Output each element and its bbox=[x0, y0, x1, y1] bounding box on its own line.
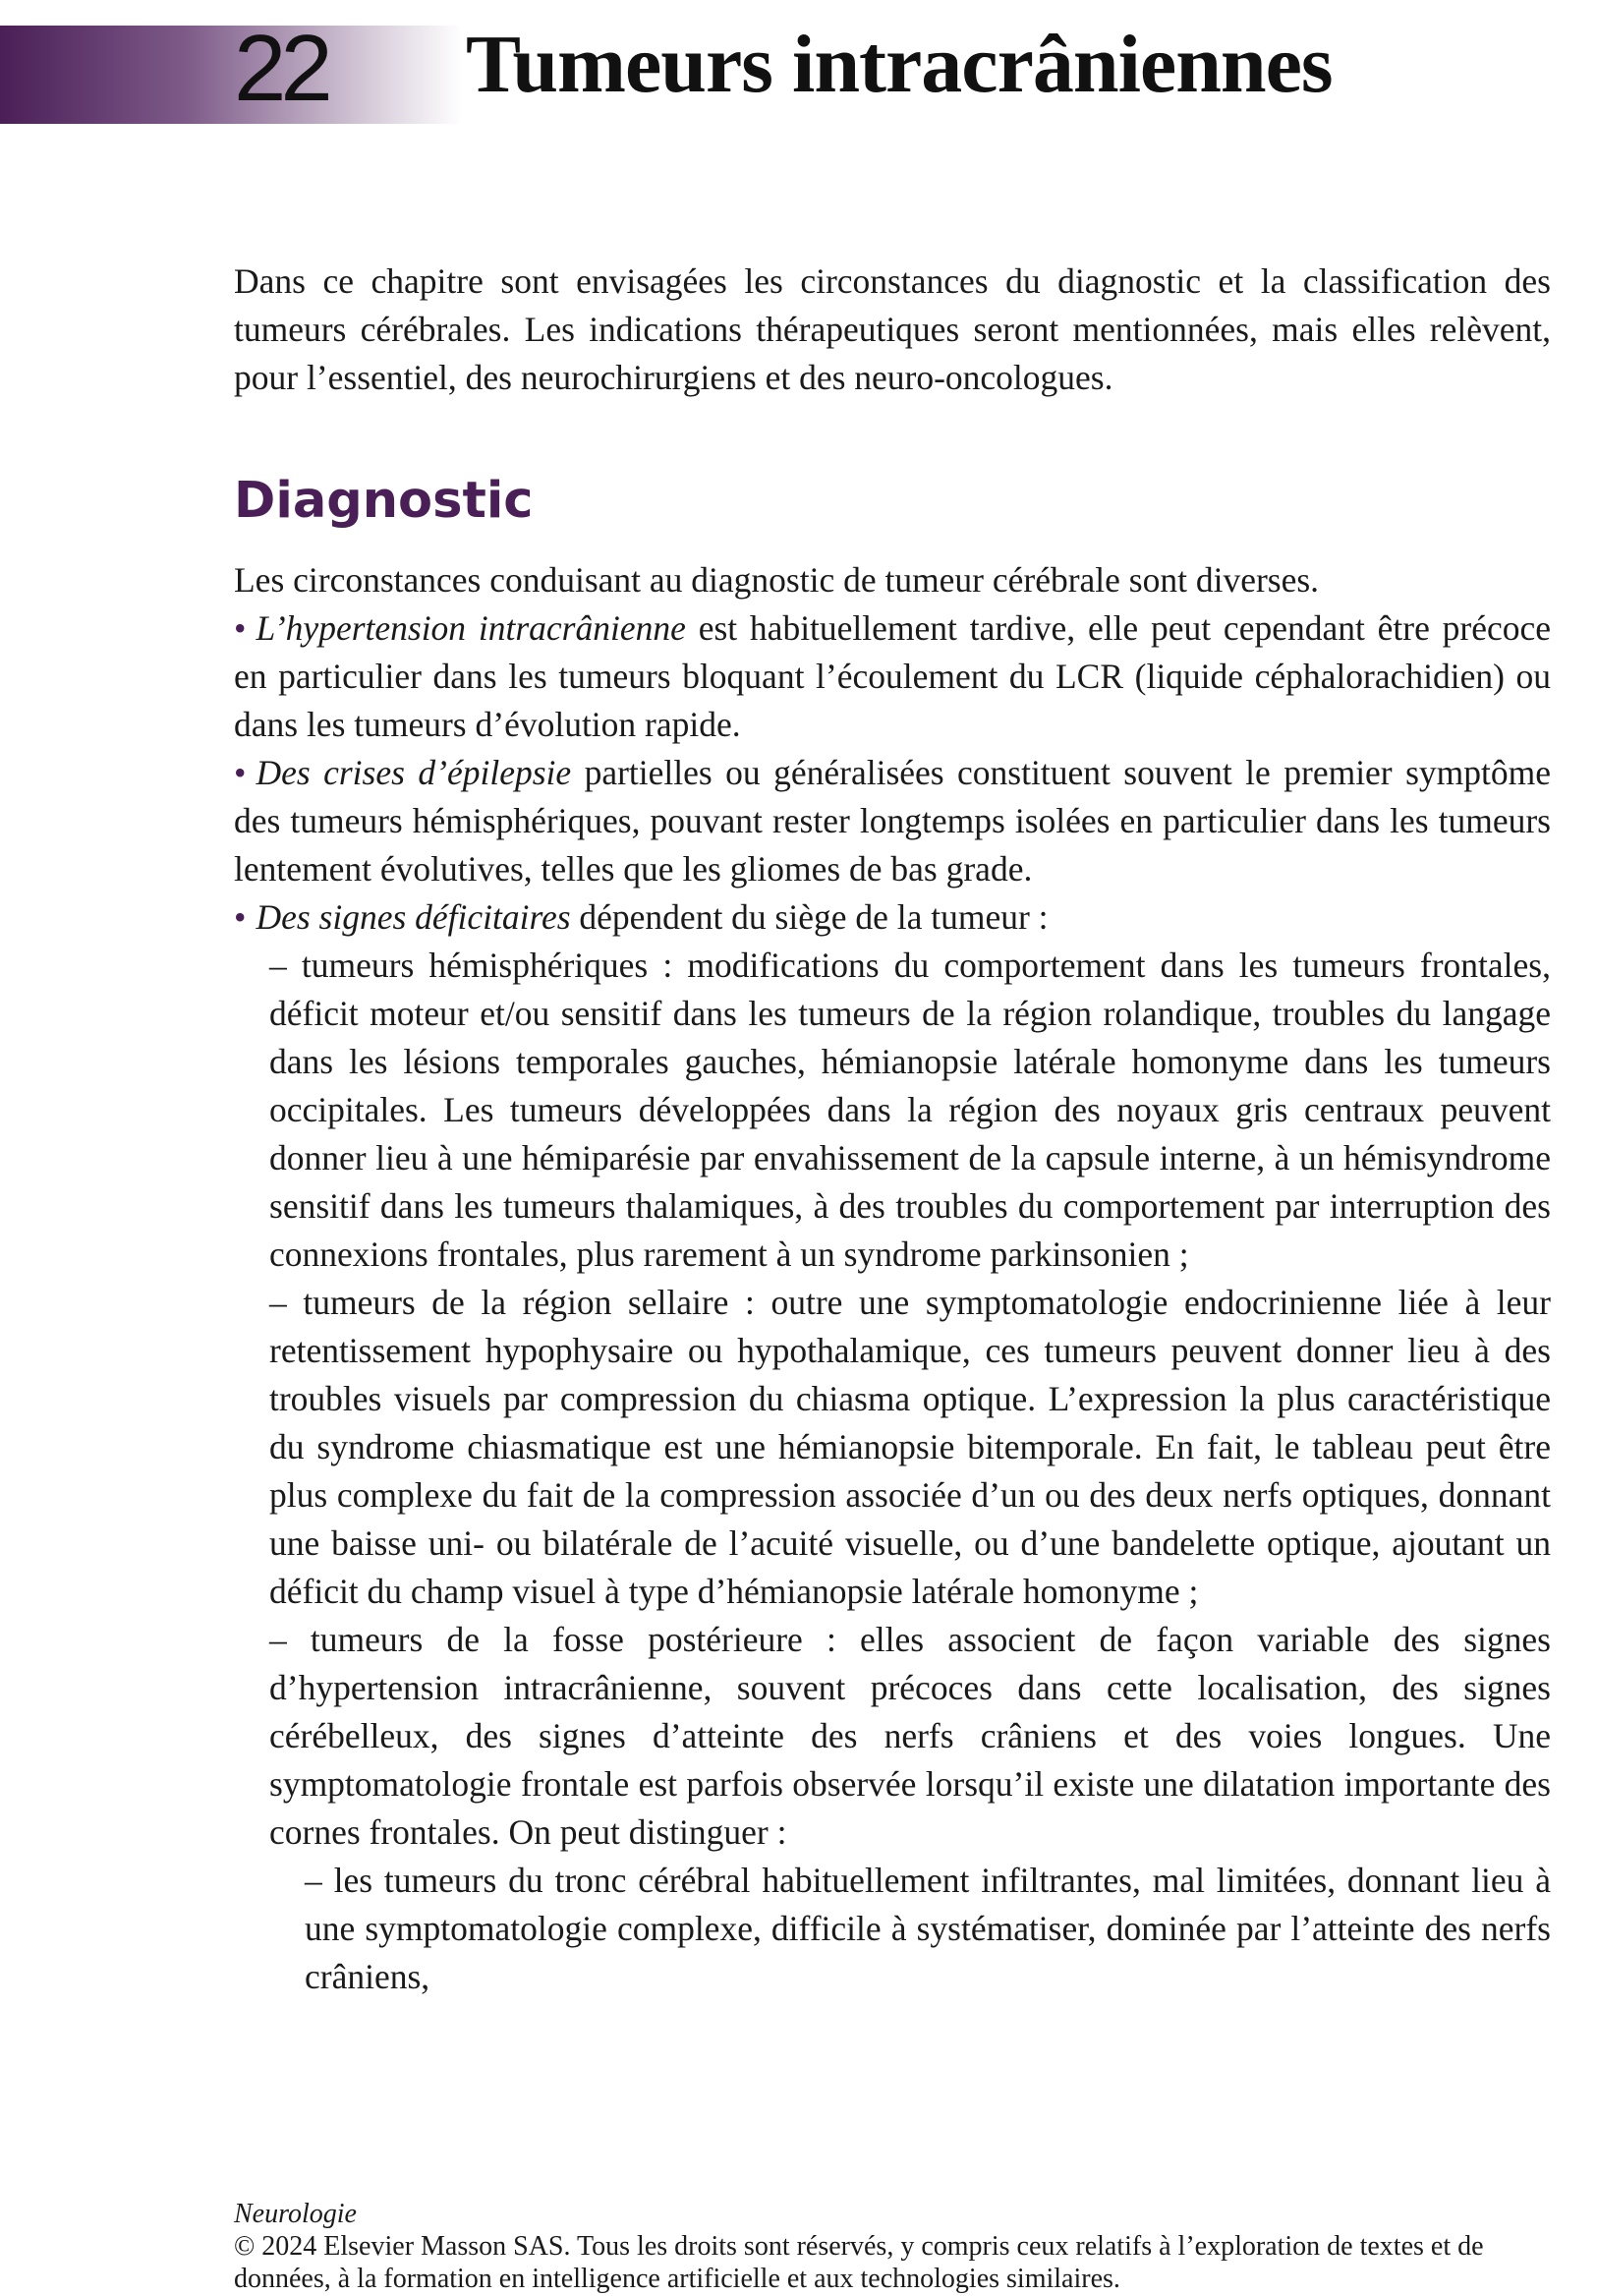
page-footer bbox=[234, 2198, 1551, 2295]
sub-list-item: – tumeurs de la fosse postérieure : elles associent de façon variable des signes d’hypertension intracrânienne, souvent précoces dans cette localisation, des signes cérébelleux, des signes d’atteinte des nerfs crâniens et des voies longues. Une symptomatologie frontale est parfois observée lorsqu’il existe une dilatation importante des cornes frontales. On peut distinguer : bbox=[269, 1620, 1551, 1853]
list-item bbox=[234, 893, 1551, 942]
footer-copyright: © 2024 Elsevier Masson SAS. Tous les droits sont réservés, y compris ceux relatifs à l’exploration de textes et de données, à la formation en intelligence artificielle et aux technologies similaires. bbox=[234, 2231, 1484, 2294]
section-heading: Diagnostic bbox=[234, 472, 534, 530]
chapter-body bbox=[234, 258, 1551, 2001]
bullet-term: Des signes déficitaires bbox=[256, 897, 571, 938]
list-item bbox=[234, 604, 1551, 749]
bullet-term: L’hypertension intracrânienne bbox=[256, 608, 686, 649]
footer-book-title: Neurologie bbox=[234, 2199, 357, 2229]
sub-list-item: – tumeurs hémisphériques : modifications du comportement dans les tumeurs frontales, déficit moteur et/ou sensitif dans les tumeurs de la région rolandique, troubles du langage dans les lésions temporales gauches, hémianopsie latérale homonyme dans les tumeurs occipitales. Les tumeurs développées dans la région des noyaux gris centraux peuvent donner lieu à une hémiparésie par envahissement de la capsule interne, à un hémisyndrome sensitif dans les tumeurs thalamiques, à des troubles du comportement par interruption des connexions frontales, plus rarement à un syndrome parkinsonien ; bbox=[269, 946, 1551, 1275]
sub-list-item: – tumeurs de la région sellaire : outre une symptomatologie endocrinienne liée à leur retentissement hypophysaire ou hypothalamique, ces tumeurs peuvent donner lieu à des troubles visuels par compression du chiasma optique. L’expression la plus caractéristique du syndrome chiasmatique est une hémianopsie bitemporale. En fait, le tableau peut être plus complexe du fait de la compression associée d’un ou des deux nerfs optiques, donnant une baisse uni- ou bilatérale de l’acuité visuelle, ou d’une bandelette optique, ajoutant un déficit du champ visuel à type d’hémianopsie latérale homonyme ; bbox=[269, 1283, 1551, 1612]
sub-sub-list-item: – les tumeurs du tronc cérébral habituellement infiltrantes, mal limitées, donnant lieu à une symptomatologie complexe, difficile à systématiser, dominée par l’atteinte des nerfs crâniens, bbox=[305, 1861, 1551, 1997]
chapter-title: Tumeurs intracrâniennes bbox=[466, 19, 1333, 110]
bullet-text: partielles ou généralisées constituent souvent le premier symptôme des tumeurs hémisphériques, pouvant rester longtemps isolées en particulier dans les tumeurs lentement évolutives, telles que les gliomes de bas grade. bbox=[234, 753, 1552, 890]
list-item bbox=[234, 749, 1551, 893]
bullet-icon: • bbox=[234, 753, 247, 793]
section-lead: Les circonstances conduisant au diagnostic de tumeur cérébrale sont diverses. bbox=[234, 560, 1320, 601]
chapter-number: 22 bbox=[234, 16, 327, 121]
chapter-header-band bbox=[0, 26, 462, 124]
bullet-text: dépendent du siège de la tumeur : bbox=[570, 897, 1049, 938]
bullet-icon: • bbox=[234, 608, 247, 649]
bullet-icon: • bbox=[234, 897, 247, 938]
intro-paragraph: Dans ce chapitre sont envisagées les circonstances du diagnostic et la classification des tumeurs cérébrales. Les indications thérapeutiques seront mentionnées, mais elles relèvent, pour l’essentiel, des neurochirurgiens et des neuro-oncologues. bbox=[234, 261, 1551, 397]
bullet-text: est habituellement tardive, elle peut cependant être précoce en particulier dans les tumeurs bloquant l’écoulement du LCR (liquide céphalorachidien) ou dans les tumeurs d’évolution rapide. bbox=[234, 608, 1551, 745]
bullet-term: Des crises d’épilepsie bbox=[256, 753, 572, 793]
